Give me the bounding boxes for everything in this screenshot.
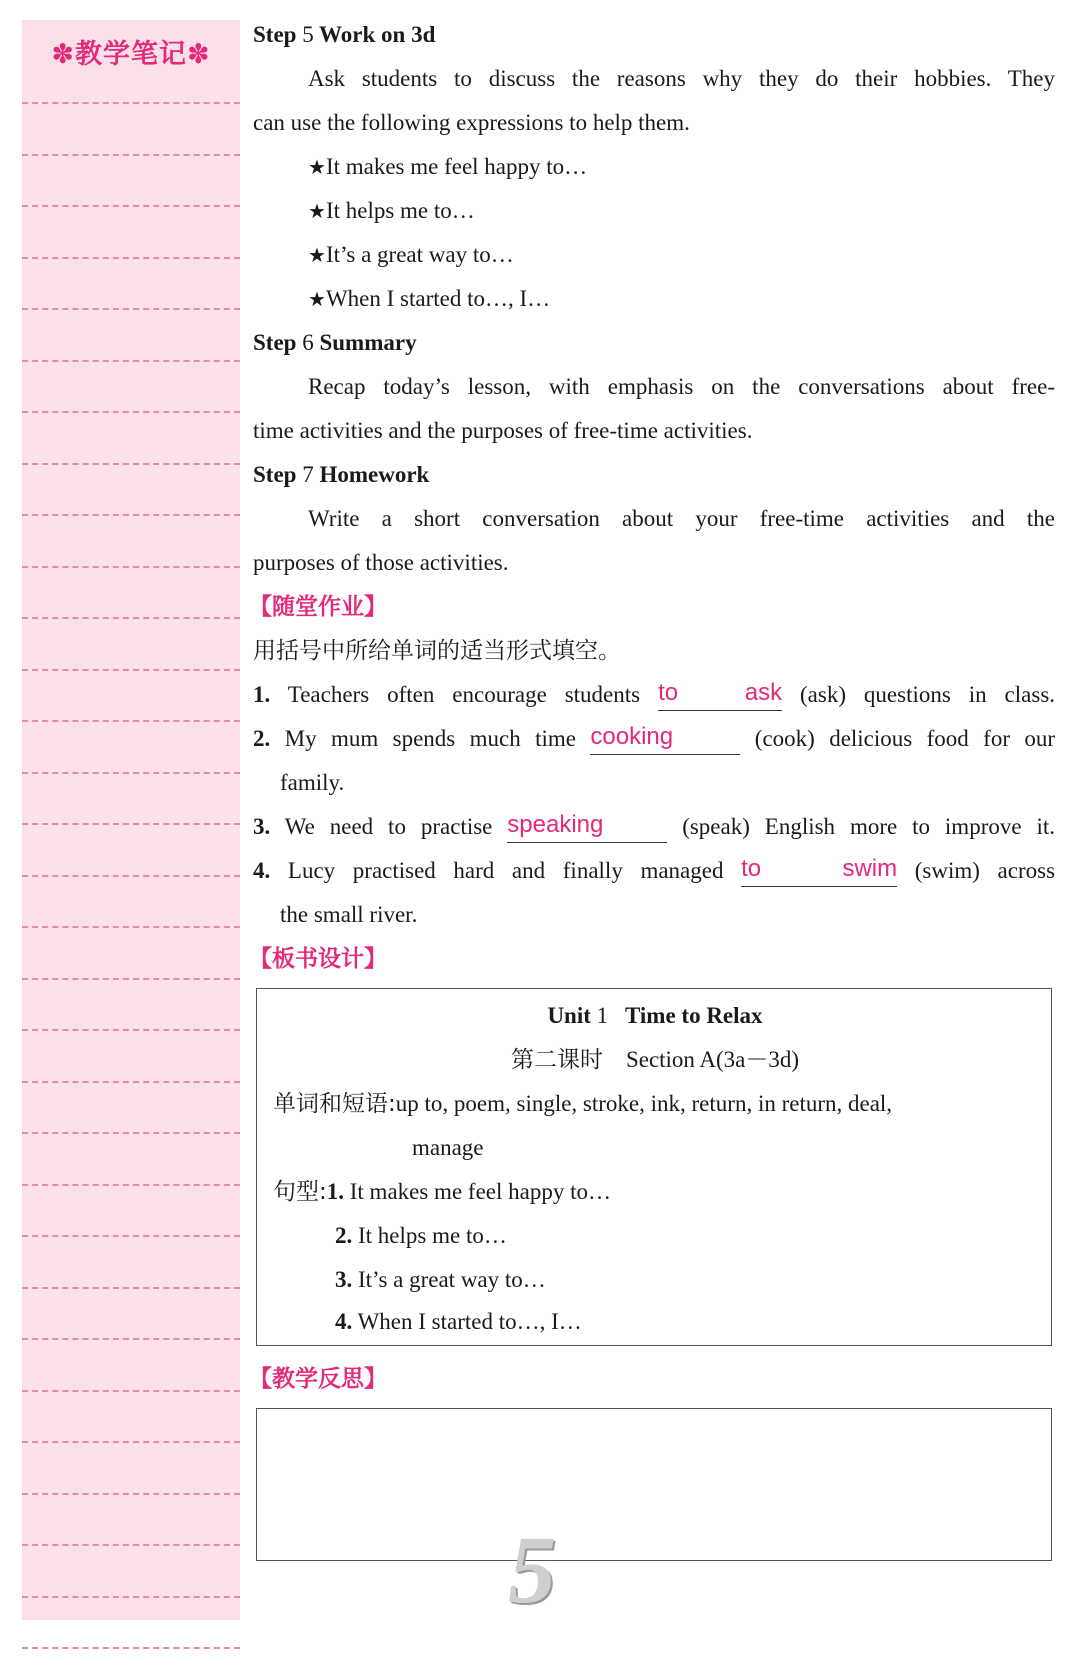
exercise-text: (cook) delicious food for our bbox=[754, 726, 1056, 751]
notes-dashed-line bbox=[22, 1544, 240, 1546]
exercise-item-3 bbox=[253, 812, 1055, 843]
exercise-number: 1. bbox=[253, 682, 271, 707]
pattern-text: It helps me to… bbox=[358, 1223, 507, 1248]
notes-dashed-line bbox=[22, 1493, 240, 1495]
board-pattern-line bbox=[335, 1307, 582, 1337]
homework-heading: 【随堂作业】 bbox=[249, 594, 387, 620]
expression-item bbox=[308, 240, 514, 270]
notes-dashed-line bbox=[22, 463, 240, 465]
expression-text: It’s a great way to… bbox=[325, 242, 514, 267]
unit-number: 1 bbox=[596, 1003, 609, 1028]
vocab-text: up to, poem, single, stroke, ink, return, in return, deal, bbox=[395, 1091, 893, 1116]
notes-dashed-line bbox=[22, 1338, 240, 1340]
notes-dashed-line bbox=[22, 205, 240, 207]
notes-dashed-line bbox=[22, 514, 240, 516]
pattern-text: It makes me feel happy to… bbox=[349, 1179, 611, 1204]
exercise-number: 2. bbox=[253, 726, 271, 751]
expression-item bbox=[308, 152, 587, 182]
expression-text: It helps me to… bbox=[325, 198, 475, 223]
notes-dashed-line bbox=[22, 1287, 240, 1289]
homework-instruction: 用括号中所给单词的适当形式填空。 bbox=[253, 638, 621, 664]
notes-dashed-line bbox=[22, 669, 240, 671]
notes-dashed-line bbox=[22, 1184, 240, 1186]
unit-label: Unit bbox=[547, 1003, 591, 1028]
notes-dashed-line bbox=[22, 875, 240, 877]
exercise-text: My mum spends much time bbox=[284, 726, 576, 751]
board-section-line: 第二课时 Section A(3a－3d) bbox=[510, 1047, 800, 1072]
step-number: 5 bbox=[302, 22, 314, 47]
step-6-para-line-1: Recap today’s lesson, with emphasis on the conversations about free- bbox=[308, 374, 1055, 399]
notes-dashed-line bbox=[22, 1132, 240, 1134]
notes-dashed-line bbox=[22, 154, 240, 156]
step-7-para-line-2: purposes of those activities. bbox=[253, 550, 509, 575]
board-heading: 【板书设计】 bbox=[249, 946, 387, 972]
answer-text: to swim bbox=[741, 855, 898, 882]
exercise-text: Teachers often encourage students bbox=[287, 682, 641, 707]
exercise-text: (speak) English more to improve it. bbox=[682, 814, 1056, 839]
unit-title: Time to Relax bbox=[624, 1003, 763, 1028]
board-unit-title bbox=[257, 1001, 1053, 1031]
notes-column bbox=[22, 20, 240, 1620]
step-label: Step bbox=[253, 22, 297, 47]
star-icon: ★ bbox=[308, 155, 326, 179]
answer-text: to ask bbox=[658, 679, 783, 706]
pattern-number: 2. bbox=[335, 1223, 353, 1248]
step-5-para-line-1: Ask students to discuss the reasons why they do their hobbies. They bbox=[308, 66, 1055, 91]
star-icon: ★ bbox=[308, 287, 326, 311]
exercise-text: (swim) across bbox=[914, 858, 1056, 883]
notes-dashed-line bbox=[22, 257, 240, 259]
notes-dashed-line bbox=[22, 566, 240, 568]
board-design-box bbox=[256, 988, 1052, 1346]
expression-text: It makes me feel happy to… bbox=[325, 154, 588, 179]
expression-item bbox=[308, 284, 550, 314]
step-7-heading bbox=[253, 460, 429, 490]
exercise-continuation: family. bbox=[280, 770, 345, 795]
exercise-item-2 bbox=[253, 724, 1055, 755]
board-vocab-line-2: manage bbox=[412, 1135, 484, 1160]
exercise-number: 4. bbox=[253, 858, 271, 883]
pattern-number: 1. bbox=[326, 1179, 344, 1204]
step-label: Step bbox=[253, 330, 297, 355]
answer-blank bbox=[507, 812, 667, 843]
notes-dashed-line bbox=[22, 720, 240, 722]
step-6-heading bbox=[253, 328, 417, 358]
notes-dashed-line bbox=[22, 360, 240, 362]
step-5-para-line-2: can use the following expressions to help them. bbox=[253, 110, 690, 135]
notes-dashed-line bbox=[22, 102, 240, 104]
notes-dashed-line bbox=[22, 1441, 240, 1443]
reflection-box[interactable] bbox=[256, 1408, 1052, 1561]
exercise-text: Lucy practised hard and finally managed bbox=[287, 858, 724, 883]
notes-dashed-line bbox=[22, 926, 240, 928]
exercise-text: We need to practise bbox=[284, 814, 493, 839]
answer-text: speaking bbox=[507, 811, 604, 838]
reflection-heading: 【教学反思】 bbox=[249, 1366, 387, 1392]
notes-dashed-line bbox=[22, 617, 240, 619]
notes-dashed-line bbox=[22, 1029, 240, 1031]
notes-dashed-line bbox=[22, 1081, 240, 1083]
star-icon: ★ bbox=[308, 243, 326, 267]
notes-dashed-line bbox=[22, 1596, 240, 1598]
answer-blank bbox=[590, 724, 740, 755]
step-title: Work on 3d bbox=[319, 22, 436, 47]
board-pattern-line bbox=[335, 1221, 507, 1251]
answer-blank bbox=[658, 680, 782, 711]
notes-dashed-line bbox=[22, 1390, 240, 1392]
patterns-label: 句型: bbox=[273, 1179, 327, 1205]
notes-dashed-line bbox=[22, 1647, 240, 1649]
pattern-text: It’s a great way to… bbox=[358, 1267, 546, 1292]
exercise-number: 3. bbox=[253, 814, 271, 839]
notes-dashed-line bbox=[22, 978, 240, 980]
exercise-text: (ask) questions in class. bbox=[800, 682, 1056, 707]
step-number: 6 bbox=[302, 330, 314, 355]
notes-dashed-line bbox=[22, 1235, 240, 1237]
expression-item bbox=[308, 196, 475, 226]
page-number: 5 bbox=[508, 1516, 556, 1623]
notes-dashed-line bbox=[22, 772, 240, 774]
board-pattern-line bbox=[273, 1177, 611, 1207]
expression-text: When I started to…, I… bbox=[325, 286, 551, 311]
notes-dashed-line bbox=[22, 308, 240, 310]
pattern-text: When I started to…, I… bbox=[357, 1309, 582, 1334]
notes-title: ✽教学笔记✽ bbox=[51, 39, 211, 70]
step-5-heading bbox=[253, 20, 435, 50]
vocab-label: 单词和短语: bbox=[273, 1091, 396, 1117]
step-label: Step bbox=[253, 462, 297, 487]
exercise-item-1 bbox=[253, 680, 1055, 711]
step-7-para-line-1: Write a short conversation about your free-time activities and the bbox=[308, 506, 1055, 531]
exercise-item-4 bbox=[253, 856, 1055, 887]
answer-blank bbox=[741, 856, 897, 887]
pattern-number: 3. bbox=[335, 1267, 353, 1292]
notes-dashed-line bbox=[22, 411, 240, 413]
notes-dashed-line bbox=[22, 823, 240, 825]
exercise-continuation: the small river. bbox=[280, 902, 418, 927]
star-icon: ★ bbox=[308, 199, 326, 223]
step-title: Homework bbox=[319, 462, 430, 487]
step-title: Summary bbox=[319, 330, 417, 355]
step-6-para-line-2: time activities and the purposes of free-time activities. bbox=[253, 418, 753, 443]
board-vocab-line bbox=[273, 1089, 892, 1119]
answer-text: cooking bbox=[590, 723, 674, 750]
pattern-number: 4. bbox=[335, 1309, 353, 1334]
board-pattern-line bbox=[335, 1265, 546, 1295]
step-number: 7 bbox=[302, 462, 314, 487]
